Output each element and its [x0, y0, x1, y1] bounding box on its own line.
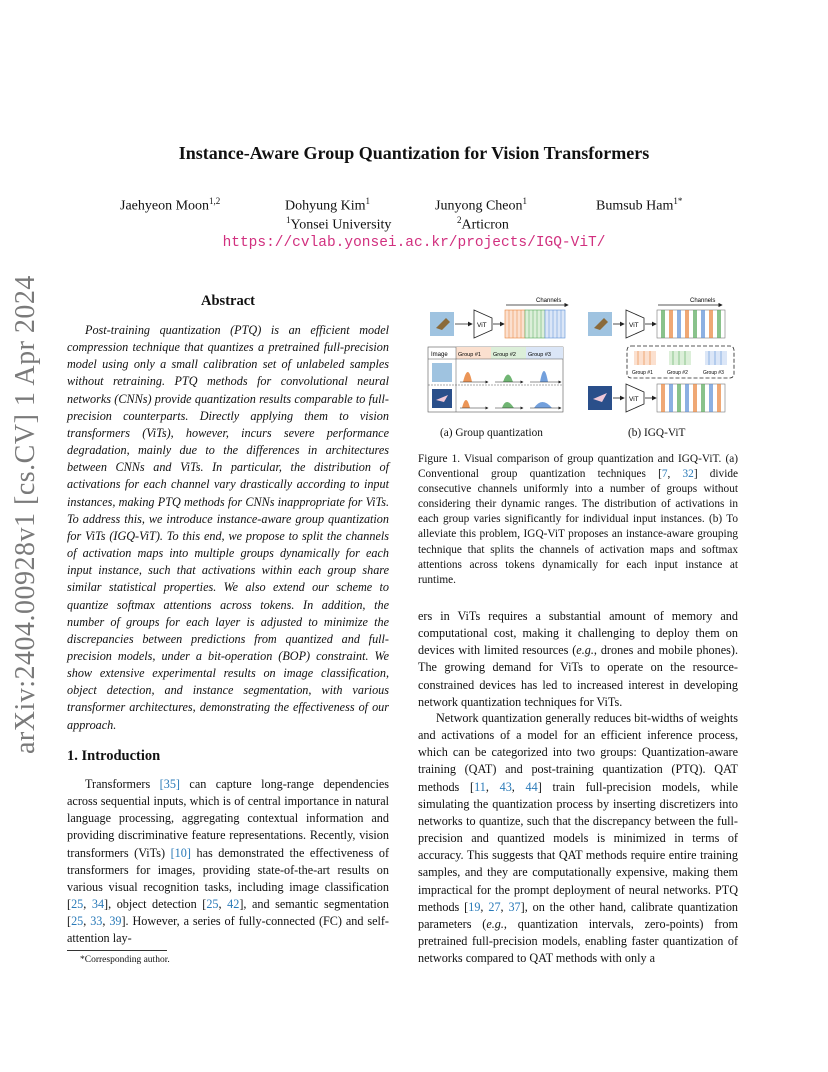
channels-label-a: Channels [536, 298, 562, 304]
citation[interactable]: 11 [474, 779, 486, 794]
abstract-heading: Abstract [201, 293, 255, 309]
citation[interactable]: 25 [71, 914, 84, 929]
group-2-label-a: Group #2 [493, 352, 516, 358]
footnote-rule [67, 950, 167, 951]
citation[interactable]: 25 [71, 897, 84, 912]
group-3-label-a: Group #3 [528, 352, 551, 358]
group-2-label-b: Group #2 [667, 370, 688, 376]
figure-1 [418, 292, 744, 420]
citation[interactable]: [35] [159, 777, 180, 791]
citation[interactable]: 19 [468, 899, 481, 914]
subcaption-b: (b) IGQ-ViT [628, 427, 686, 439]
citation[interactable]: 43 [499, 779, 512, 794]
abstract-text: Post-training quantization (PTQ) is an efficient model compression technique that quantizes a pretrained full-precision model using only a small calibration set of unlabeled samples without retraining. PTQ methods for convolutional neural networks (CNNs) provide quantization results comparable to full-precision counterparts. Directly applying them to vision transformers (ViTs), however, incurs severe performance degradation, mainly due to the differences in architectures between CNNs and ViTs. In particular, the distribution of activations for each channel vary drastically according to input instances, making PTQ methods for CNNs inappropriate for ViTs. To address this, we introduce instance-aware group quantization for ViTs (IGQ-ViT). To this end, we propose to split the channels of activation maps into multiple groups dynamically for each input instance, such that activations within each group share similar statistical properties. We also extend our scheme to quantize softmax attentions across tokens. In addition, the number of groups for each layer is adjusted to minimize the discrepancies between predictions from quantized and full-precision models, under a bit-operation (BOP) constraint. We show extensive experimental results on image classification, object detection, and instance segmentation, with various transformer architectures, demonstrating the effectiveness of our approach. [67, 323, 389, 732]
group-1-label-a: Group #1 [458, 352, 481, 358]
arxiv-stamp: arXiv:2404.00928v1 [cs.CV] 1 Apr 2024 [10, 275, 41, 754]
author-3: Junyong Cheon$^1$ [435, 196, 527, 214]
citation[interactable]: 32 [682, 468, 694, 481]
vit-label-b2: ViT [629, 396, 639, 403]
citation[interactable]: 33 [90, 914, 103, 929]
author-4: Bumsub Ham$^{1*}$ [596, 196, 683, 214]
affiliation-2: $^2$Articron [457, 215, 509, 233]
vit-label-a: ViT [477, 322, 487, 329]
citation[interactable]: 25 [206, 897, 219, 912]
panel-b [588, 298, 734, 412]
intro-paragraph: Transformers [35] can capture long-range dependencies across sequential inputs, which is of central importance in natural language processing, aggregating contextual information and providing discriminative feature representations. Recently, vision transformers (ViTs) [10] has demonstrated the effectiveness of transformers for images, providing state-of-the-art results on various visual recognition tasks, including image classification [25, 34], object detection [25, 42], and semantic segmentation [25, 33, 39]. However, a series of fully-connected (FC) and self-attention lay- [67, 777, 390, 946]
author-2: Dohyung Kim$^1$ [285, 196, 370, 214]
vit-label-b1: ViT [629, 322, 639, 329]
group-3-label-b: Group #3 [703, 370, 724, 376]
affiliation-1: $^1$Yonsei University [286, 215, 392, 233]
citation[interactable]: 39 [109, 914, 122, 929]
figure-caption: Figure 1. Visual comparison of group quantization and IGQ-ViT. (a) Conventional group quantization techniques [7, 32] divide consecutive channels uniformly into a number of groups without considering their dynamic ranges. The distribution of activations in each group varies significantly for individual input instances. (b) To alleviate this problem, IGQ-ViT proposes an instance-aware grouping technique that splits the channels of activation maps and softmax attentions across tokens dynamically for each input instance at runtime. [418, 453, 739, 586]
citation[interactable]: 27 [488, 899, 501, 914]
channels-label-b: Channels [690, 298, 716, 304]
citation[interactable]: [10] [170, 845, 191, 860]
footnote: *Corresponding author. [80, 955, 170, 965]
right-paragraph-2: Network quantization generally reduces bit-widths of weights and activations of a model for an efficient inference process, which can be categorized into two groups: Quantization-aware training (QAT) and post-training quantization (PTQ). QAT methods [11, 43, 44] train full-precision models, while simulating the quantization process by inserting discretizers into networks to quantize, such that the discrepancy between the full-precision and quantized models is minimized in terms of accuracy. This suggests that QAT methods require entire training samples, and they are computationally expensive, making them impractical for the prompt deployment of neural networks. PTQ methods [19, 27, 37], on the other hand, calibrate quantization parameters (e.g., quantization intervals, zero-points) from pretrained full-precision models, enabling faster quantization of networks compared to QAT methods with only a [418, 711, 739, 966]
paper-title: Instance-Aware Group Quantization for Vision Transformers [178, 143, 650, 163]
project-url[interactable]: https://cvlab.yonsei.ac.kr/projects/IGQ-ViT/ [222, 235, 606, 251]
citation[interactable]: 7 [661, 468, 668, 481]
group-1-label-b: Group #1 [632, 370, 653, 376]
right-paragraph-1: ers in ViTs requires a substantial amount of memory and computational cost, making it challenging to deploy them on devices with limited resources (e.g., drones and mobile phones). The growing demand for ViTs to operate on the resource-constrained devices has led to increased interest in developing network quantization techniques for ViTs. [418, 609, 738, 709]
citation[interactable]: 44 [525, 779, 538, 794]
panel-a [428, 298, 568, 412]
citation[interactable]: 34 [91, 897, 105, 912]
subcaption-a: (a) Group quantization [440, 427, 543, 439]
author-1: Jaehyeon Moon$^{1,2}$ [120, 196, 221, 214]
image-col-label: Image [431, 352, 448, 358]
intro-heading: 1. Introduction [67, 748, 161, 764]
citation[interactable]: 37 [508, 899, 521, 914]
citation[interactable]: 42 [227, 897, 240, 912]
